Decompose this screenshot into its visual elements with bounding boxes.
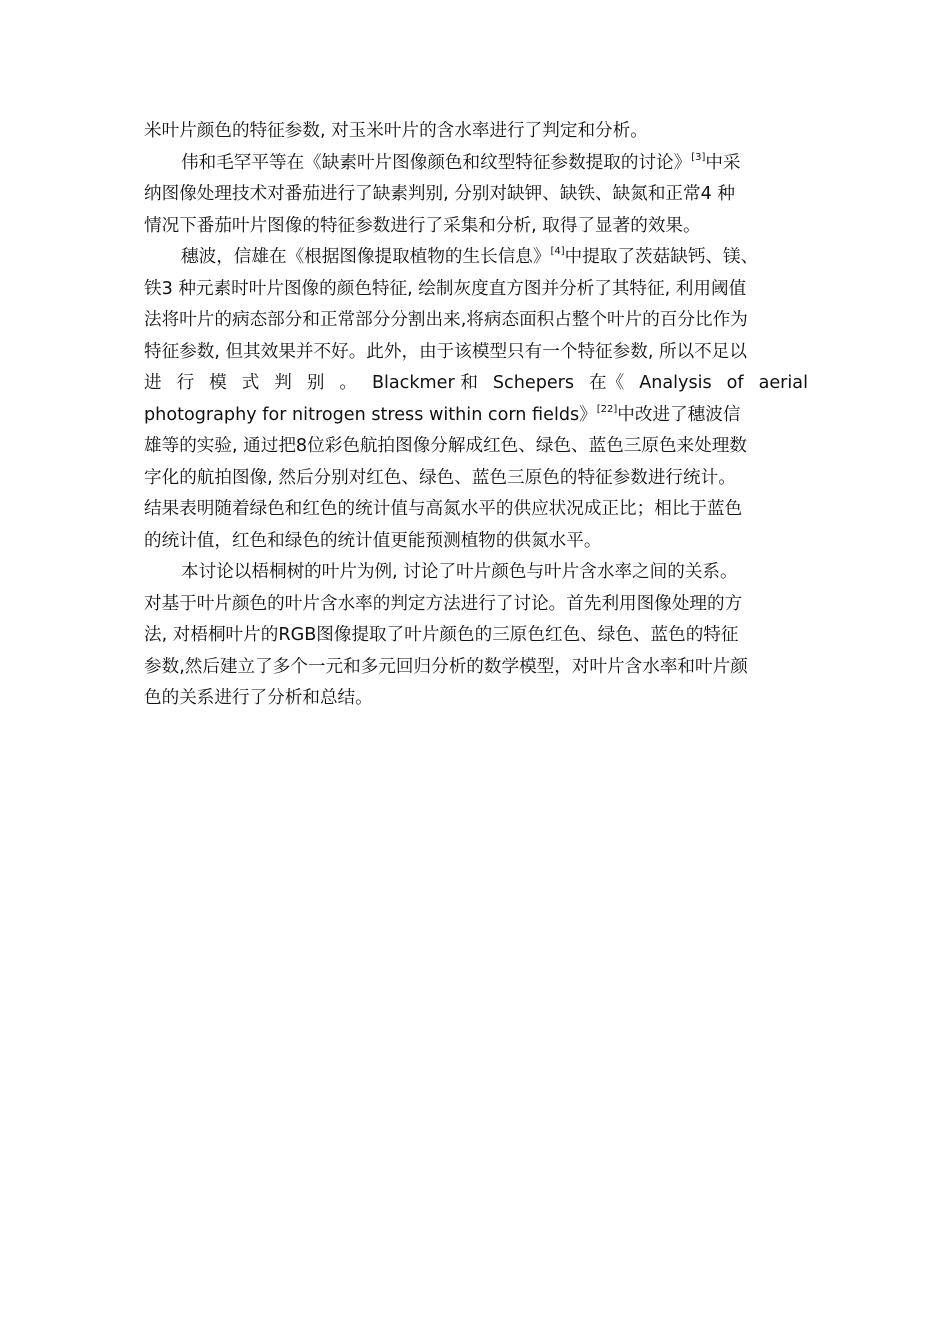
text-run: 中改进了穗波信 bbox=[617, 404, 741, 425]
word: 式 bbox=[241, 373, 260, 393]
text-run: 中提取了茨菇缺钙、镁、 bbox=[564, 247, 759, 267]
word: Blackmer 和 bbox=[371, 373, 478, 393]
text-line: 字化的航拍图像, 然后分别对红色、绿色、蓝色三原色的特征参数进行统计。 bbox=[144, 467, 736, 488]
word: aerial bbox=[758, 373, 808, 393]
text-line: 色的关系进行了分析和总结。 bbox=[144, 688, 373, 708]
text-line: 结果表明随着绿色和红色的统计值与高氮水平的供应状况成正比；相比于蓝色 bbox=[144, 499, 743, 519]
word: 别 bbox=[306, 373, 325, 393]
citation-ref: [22] bbox=[596, 403, 618, 415]
text-line: 对基于叶片颜色的叶片含水率的判定方法进行了讨论。首先利用图像处理的方 bbox=[144, 593, 743, 614]
text-line: 米叶片颜色的特征参数, 对玉米叶片的含水率进行了判定和分析。 bbox=[144, 121, 648, 141]
word: Schepers bbox=[492, 373, 575, 393]
text-line: 铁3 种元素时叶片图像的颜色特征, 绘制灰度直方图并分析了其特征, 利用阈值 bbox=[144, 278, 747, 299]
word: 。 bbox=[339, 373, 357, 393]
text-line: 的统计值，红色和绿色的统计值更能预测植物的供氮水平。 bbox=[144, 530, 602, 551]
text-line bbox=[144, 400, 808, 432]
text-run: 伟和毛罕平等在《缺素叶片图像颜色和纹型特征参数提取的讨论》 bbox=[181, 152, 692, 173]
word: 行 bbox=[176, 373, 195, 393]
body-text bbox=[144, 116, 808, 715]
citation-ref: [3] bbox=[691, 151, 706, 163]
word: 模 bbox=[209, 373, 227, 393]
word: 进 bbox=[144, 373, 162, 393]
text-line: 纳图像处理技术对番茄进行了缺素判别, 分别对缺钾、缺铁、缺氮和正常4 种 bbox=[144, 184, 735, 204]
text-run: 穗波，信雄在《根据图像提取植物的生长信息》 bbox=[181, 247, 551, 267]
text-run: photography for nitrogen stress within corn fields》 bbox=[144, 404, 597, 425]
text-line: 法将叶片的病态部分和正常部分分割出来,将病态面积占整个叶片的百分比作为 bbox=[144, 310, 748, 330]
text-line: 情况下番茄叶片图像的特征参数进行了采集和分析, 取得了显著的效果。 bbox=[144, 215, 701, 236]
text-line bbox=[144, 148, 808, 180]
text-line: 本讨论以梧桐树的叶片为例, 讨论了叶片颜色与叶片含水率之间的关系。 bbox=[181, 562, 738, 582]
text-line bbox=[144, 242, 808, 274]
word: 判 bbox=[274, 373, 292, 393]
text-line: 雄等的实验, 通过把8位彩色航拍图像分解成红色、绿色、蓝色三原色来处理数 bbox=[144, 436, 747, 456]
citation-ref: [4] bbox=[550, 246, 565, 257]
text-line: 参数,然后建立了多个一元和多元回归分析的数学模型，对叶片含水率和叶片颜 bbox=[144, 656, 748, 677]
word: of bbox=[726, 373, 744, 393]
word: Analysis bbox=[639, 373, 712, 393]
text-run: 中采 bbox=[705, 152, 741, 173]
justified-text-line bbox=[144, 368, 808, 400]
word: 在《 bbox=[589, 373, 625, 393]
text-line: 特征参数, 但其效果并不好。此外，由于该模型只有一个特征参数, 所以不足以 bbox=[144, 341, 747, 362]
text-line: 法, 对梧桐叶片的RGB图像提取了叶片颜色的三原色红色、绿色、蓝色的特征 bbox=[144, 625, 739, 645]
